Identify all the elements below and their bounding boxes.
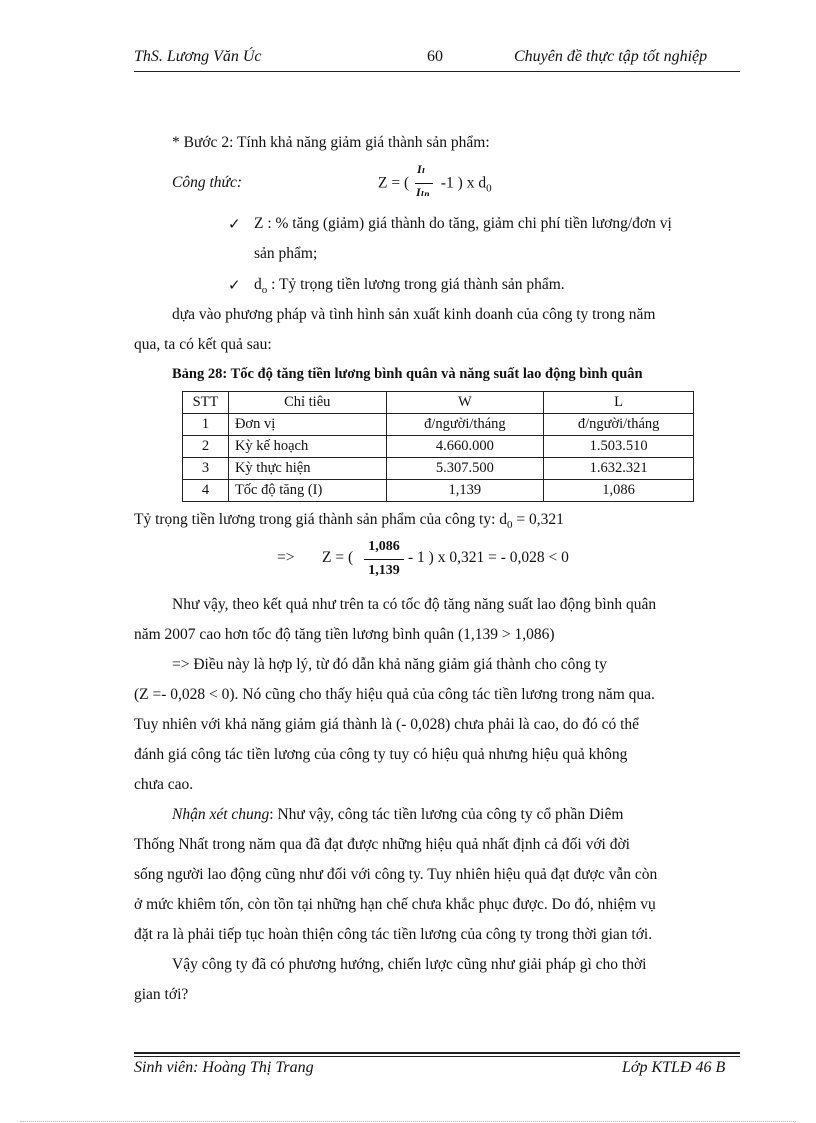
ratio-line xyxy=(134,511,564,531)
footer-rule-bottom xyxy=(134,1056,740,1057)
p3-line3: sống người lao động cũng như đối với công ty. Tuy nhiên hiệu quả đạt được vẫn còn xyxy=(134,866,658,883)
p2-line4: đánh giá công tác tiền lương của công ty tuy có hiệu quả nhưng hiệu quả không xyxy=(134,746,628,763)
bullet-2 xyxy=(254,276,565,296)
table-cell: đ/người/tháng xyxy=(544,414,694,436)
check-icon: ✓ xyxy=(228,276,241,294)
check-icon: ✓ xyxy=(228,215,241,233)
table-cell: 1 xyxy=(183,414,229,436)
p3-line1-rest: : Như vậy, công tác tiền lương của công ty cổ phần Diêm xyxy=(269,806,624,823)
p4-line2: gian tới? xyxy=(134,986,189,1003)
table-cell: đ/người/tháng xyxy=(386,414,544,436)
table-header-row xyxy=(183,392,694,414)
table-row xyxy=(183,436,694,458)
table-row xyxy=(183,480,694,502)
p2-line1: => Điều này là hợp lý, từ đó dẫn khả năng giảm giá thành cho công ty xyxy=(172,656,607,673)
formula-prefix: Z = ( xyxy=(378,174,410,192)
p3-line1 xyxy=(172,806,623,824)
p2-line5: chưa cao. xyxy=(134,776,194,793)
table-cell: 1.503.510 xyxy=(544,436,694,458)
table-cell: 2 xyxy=(183,436,229,458)
intro-line1: dựa vào phương pháp và tình hình sản xuất kinh doanh của công ty trong năm xyxy=(172,306,656,323)
table-cell: 1,086 xyxy=(544,480,694,502)
calc-denominator: 1,139 xyxy=(368,563,400,578)
ratio-value: = 0,321 xyxy=(512,511,564,528)
p3-label: Nhận xét chung xyxy=(172,806,270,823)
p4-line1: Vậy công ty đã có phương hướng, chiến lược cũng như giải pháp gì cho thời xyxy=(172,956,647,973)
ratio-text: Tỷ trọng tiền lương trong giá thành sản phẩm của công ty: d xyxy=(134,511,508,528)
p2-line3: Tuy nhiên với khả năng giảm giá thành là (- 0,028) chưa phải là cao, do đó có thể xyxy=(134,716,640,733)
table-cell: Tốc độ tăng (I) xyxy=(228,480,386,502)
header-title: Chuyên đề thực tập tốt nghiệp xyxy=(514,48,708,65)
table-cell: 4.660.000 xyxy=(386,436,544,458)
table-row xyxy=(183,414,694,436)
table-header-w: W xyxy=(386,392,544,414)
header-author: ThS. Lương Văn Úc xyxy=(134,48,262,65)
footer-student: Sinh viên: Hoàng Thị Trang xyxy=(134,1059,314,1076)
bullet-1-line1: Z : % tăng (giảm) giá thành do tăng, giảm chi phí tiền lương/đơn vị xyxy=(254,215,672,232)
table-cell: 4 xyxy=(183,480,229,502)
table-header-stt: STT xyxy=(183,392,229,414)
table-cell: 1,139 xyxy=(386,480,544,502)
calc-fraction-bar xyxy=(364,559,404,560)
p2-line2: (Z =- 0,028 < 0). Nó cũng cho thấy hiệu quả của công tác tiền lương trong năm qua. xyxy=(134,686,655,703)
table-cell: Đơn vị xyxy=(228,414,386,436)
data-table xyxy=(182,391,694,502)
table-cell: 1.632.321 xyxy=(544,458,694,480)
footer-rule-top xyxy=(134,1052,740,1054)
p3-line2: Thống Nhất trong năm qua đã đạt được những hiệu quả nhất định cả đối với đời xyxy=(134,836,630,853)
bullet-2-symbol: d xyxy=(254,276,262,293)
calc-arrow: => xyxy=(277,549,295,566)
formula-fraction xyxy=(413,162,437,199)
formula-numerator: Iₗ xyxy=(417,162,426,176)
formula-sub: 0 xyxy=(486,182,492,195)
bullet-2-sub: o xyxy=(261,284,268,297)
table-cell: 5.307.500 xyxy=(386,458,544,480)
formula-fraction-bar xyxy=(415,183,433,184)
table-cell: Kỳ thực hiện xyxy=(228,458,386,480)
formula-suffix: -1 ) x d xyxy=(440,174,487,192)
page-edge-dotted xyxy=(20,1121,796,1122)
formula-denominator: Iₗₙ xyxy=(416,185,430,199)
formula-z xyxy=(378,162,492,199)
table-header-l: L xyxy=(544,392,694,414)
intro-line2: qua, ta có kết quả sau: xyxy=(134,336,272,353)
p3-line5: đặt ra là phải tiếp tục hoàn thiện công tác tiền lương của công ty trong thời gian tới. xyxy=(134,926,653,943)
table-header-indicator: Chỉ tiêu xyxy=(228,392,386,414)
footer-class: Lớp KTLĐ 46 B xyxy=(622,1059,726,1076)
ratio-sub: 0 xyxy=(507,519,513,532)
table-row xyxy=(183,458,694,480)
table-cell: 3 xyxy=(183,458,229,480)
calc-suffix: - 1 ) x 0,321 = - 0,028 < 0 xyxy=(408,549,569,566)
page-number: 60 xyxy=(427,48,443,65)
calc-numerator: 1,086 xyxy=(368,539,400,554)
formula-label: Công thức: xyxy=(172,174,243,191)
step2-heading: * Bước 2: Tính khả năng giảm giá thành sản phẩm: xyxy=(172,134,490,151)
calc-prefix: Z = ( xyxy=(322,549,354,566)
bullet-2-text: : Tỷ trọng tiền lương trong giá thành sản phẩm. xyxy=(271,276,565,293)
table-cell: Kỳ kế hoạch xyxy=(228,436,386,458)
p1-line2: năm 2007 cao hơn tốc độ tăng tiền lương bình quân (1,139 > 1,086) xyxy=(134,626,555,643)
bullet-1-line2: sản phẩm; xyxy=(254,245,318,262)
p1-line1: Như vậy, theo kết quả như trên ta có tốc độ tăng năng suất lao động bình quân xyxy=(172,596,657,613)
header-rule xyxy=(134,71,740,72)
table-caption: Bảng 28: Tốc độ tăng tiền lương bình quân và năng suất lao động bình quân xyxy=(172,366,643,382)
p3-line4: ở mức khiêm tốn, còn tồn tại những hạn chế chưa khắc phục được. Do đó, nhiệm vụ xyxy=(134,896,656,913)
